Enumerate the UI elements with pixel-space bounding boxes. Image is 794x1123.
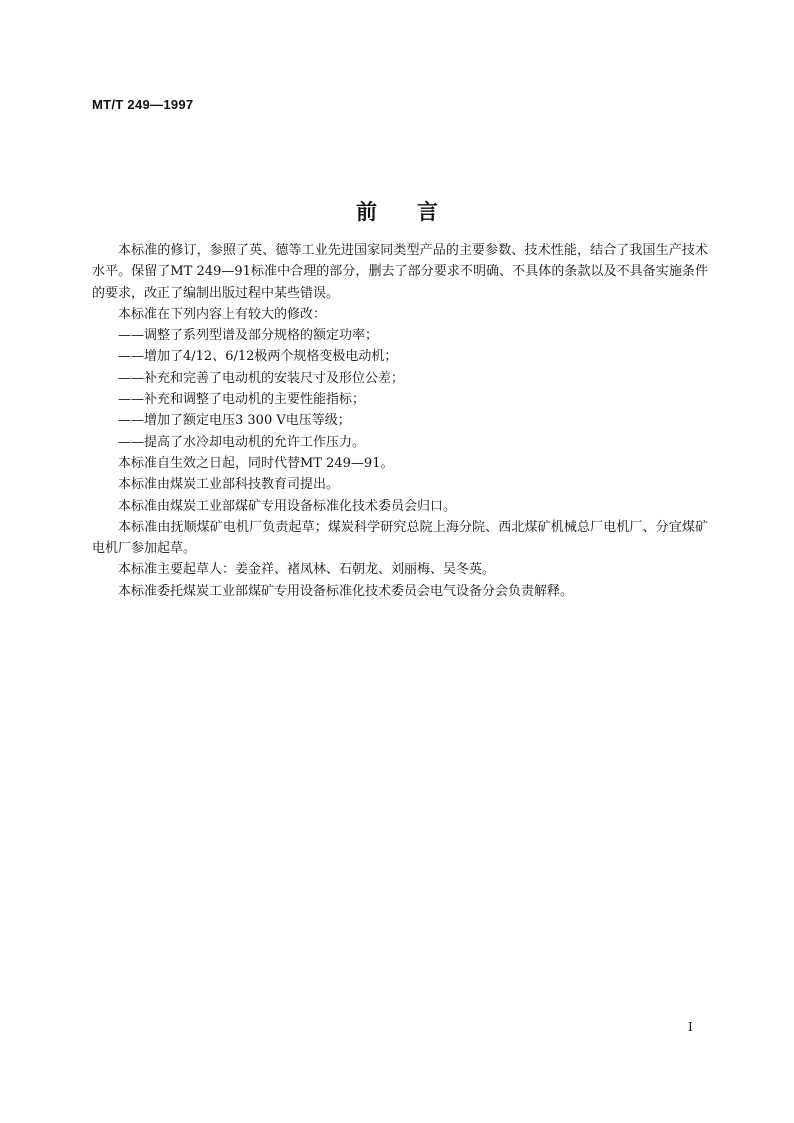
page-number: I — [688, 1020, 693, 1034]
foreword-body — [92, 240, 708, 602]
change-item: ——增加了4/12、6/12极两个规格变极电动机； — [118, 349, 398, 365]
paragraph-interpretation: 本标准委托煤炭工业部煤矿专用设备标准化技术委员会电气设备分会负责解释。 — [118, 583, 574, 599]
paragraph-effective: 本标准自生效之日起，同时代替MT 249—91。 — [118, 455, 394, 471]
paragraph-drafters: 本标准主要起草人：姜金祥、褚凤林、石朝龙、刘丽梅、吴冬英。 — [118, 562, 496, 578]
change-item: ——增加了额定电压3 300 V电压等级； — [118, 413, 351, 429]
paragraph-revision: 本标准的修订，参照了英、德等工业先进国家同类型产品的主要参数、技术性能，结合了我国生产技术水平。保留了MT 249—91标准中合理的部分，删去了部分要求不明确、不具体的条款以及不具备实施条件的要求，改正了编制出版过程中某些错误。 — [92, 243, 708, 301]
paragraph-proposer: 本标准由煤炭工业部科技教育司提出。 — [118, 477, 340, 493]
change-item: ——补充和调整了电动机的主要性能指标； — [118, 392, 366, 408]
change-item: ——补充和完善了电动机的安装尺寸及形位公差； — [118, 370, 405, 386]
standard-code: MT/T 249—1997 — [92, 97, 194, 112]
paragraph-centralized: 本标准由煤炭工业部煤矿专用设备标准化技术委员会归口。 — [118, 498, 457, 514]
change-item: ——调整了系列型谱及部分规格的额定功率； — [118, 328, 379, 344]
paragraph-changes-intro: 本标准在下列内容上有较大的修改： — [118, 306, 327, 322]
paragraph-drafting-units: 本标准由抚顺煤矿电机厂负责起草；煤炭科学研究总院上海分院、西北煤矿机械总厂电机厂、分宜煤矿电机厂参加起草。 — [92, 519, 708, 557]
change-item: ——提高了水冷却电动机的允许工作压力。 — [118, 434, 366, 450]
page-title: 前言 — [356, 199, 478, 224]
